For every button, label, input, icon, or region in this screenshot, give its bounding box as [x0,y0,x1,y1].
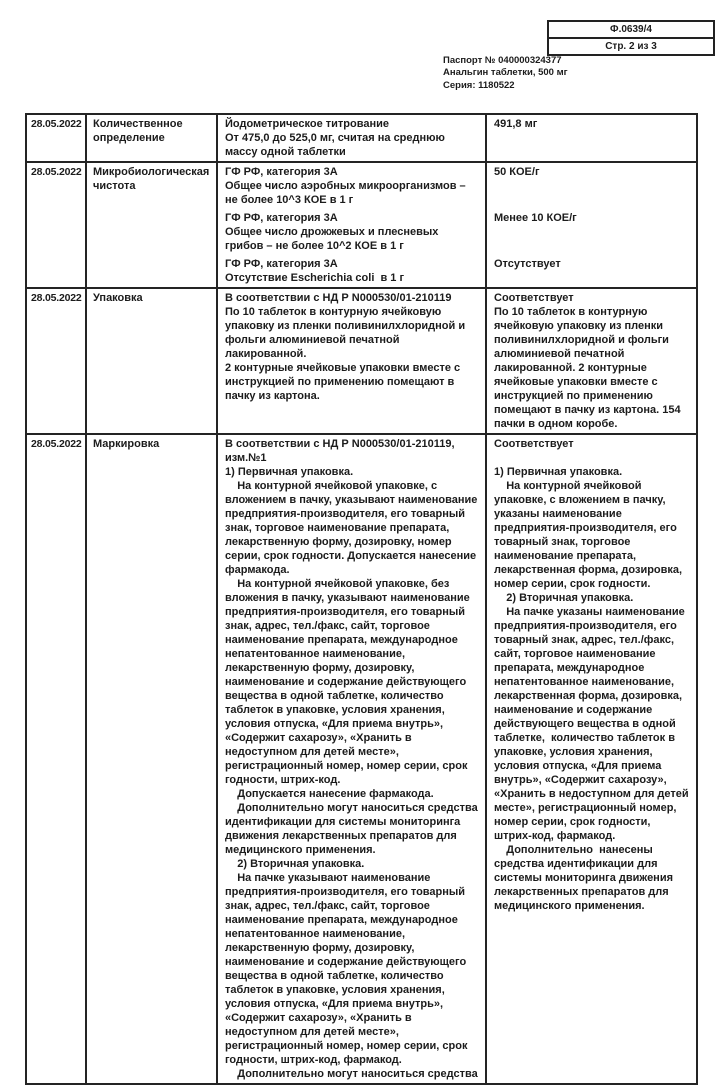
paragraph: 2 контурные ячейковые упаковки вместе с инструкцией по применению помещают в пачку из картона. [225,362,464,402]
cell-test-name: Количественное определение [87,115,218,161]
passport-number: Паспорт № 040000324377 [443,55,562,66]
paragraph: На пачке указаны наименование предприятия-производителя, его товарный знак, адрес, тел./факс, сайт, торговое наименование препарата, международное непатентованное наименование, лекарственная форма, дозировка, наименование и содержание действующего вещества в одной таблетке, количество таблеток в упаковке, условия хранения, условия отпуска, «Для приема внутрь», «Содержит сахарозу», «Хранить в недоступном для детей месте», регистрационный номер, номер серии, срок годности, штрих-код, фармакод. [494,606,692,842]
paragraph: На контурной ячейковой упаковке, с вложением в пачку, указывают наименование предприятия-производителя, его товарный знак, торговое наименование препарата, лекарственную форму, дозировку, номер серии, срок годности. Допускается нанесение фармакода. [225,480,481,576]
method-cell [218,115,485,161]
result-cell [485,163,696,209]
cell-test-name: Микробиологическая чистота [87,163,218,287]
paragraph: Соответствует [494,438,574,450]
result-cell [485,435,696,1083]
cell-date: 28.05.2022 [27,435,87,1083]
paragraph: 50 КОЕ/г [494,166,540,178]
paragraph: Дополнительно нанесены средства идентификации для системы мониторинга движения лекарственных препаратов для медицинского применения. [494,844,677,912]
spec-item [218,163,696,209]
paragraph: Дополнительно могут наноситься средства [225,1068,478,1080]
method-cell [218,255,485,287]
cell-date: 28.05.2022 [27,115,87,161]
form-code-box [547,20,715,56]
paragraph: ГФ РФ, категория 3А [225,212,338,224]
paragraph: Йодометрическое титрование [225,118,389,130]
cell-row-body [218,115,696,161]
paragraph: Отсутствует [494,258,561,270]
paragraph: От 475,0 до 525,0 мг, считая на среднюю массу одной таблетки [225,132,448,158]
spec-item [218,209,696,255]
paragraph: 2) Вторичная упаковка. [494,592,634,604]
paragraph: Дополнительно могут наноситься средства идентификации для системы мониторинга движения лекарственных препаратов для медицинского применения. [225,802,481,856]
result-cell [485,255,696,287]
cell-test-name: Маркировка [87,435,218,1083]
result-cell [485,115,696,161]
cell-test-name: Упаковка [87,289,218,433]
document-meta [443,55,568,92]
spec-item [218,115,696,161]
paragraph: По 10 таблеток в контурную ячейковую упаковку из пленки поливинилхлоридной и фольги алюминиевой печатной лакированной. 2 контурные ячейковые упаковки вместе с инструкцией по применению помещают в пачку из картона. 154 пачки в одном коробе. [494,306,684,430]
method-cell [218,209,485,255]
cell-date: 28.05.2022 [27,163,87,287]
paragraph: На контурной ячейковой упаковке, без вложения в пачку, указывают наименование предприятия-производителя, его товарный знак, адрес, тел./факс, сайт, торговое наименование препарата, международное непатентованное наименование, лекарственную форму, дозировку, наименование и содержание действующего вещества в одной таблетке, количество таблеток в упаковке, условия хранения, условия отпуска, «Для приема внутрь», «Содержит сахарозу», «Хранить в недоступном для детей месте», регистрационный номер, номер серии, срок годности, штрих-код. [225,578,473,786]
result-cell [485,209,696,255]
table-row [27,163,696,289]
paragraph: 1) Первичная упаковка. [494,466,623,478]
paragraph: 491,8 мг [494,118,538,130]
cell-row-body [218,435,696,1083]
cell-date: 28.05.2022 [27,289,87,433]
method-cell [218,163,485,209]
paragraph: Допускается нанесение фармакода. [225,788,434,800]
spec-item [218,255,696,287]
paragraph: В соответствии с НД Р N000530/01-210119 [225,292,452,304]
paragraph: 1) Первичная упаковка. [225,466,354,478]
paragraph: В соответствии с НД Р N000530/01-210119, изм.№1 [225,438,458,464]
cell-row-body [218,163,696,287]
paragraph: Общее число дрожжевых и плесневых грибов – не более 10^2 КОЕ в 1 г [225,226,442,252]
series-number: Серия: 1180522 [443,79,515,91]
spec-item [218,289,696,433]
table-row [27,115,696,163]
results-table [25,113,698,1085]
paragraph [494,451,689,465]
method-cell [218,435,485,1083]
table-row [27,435,696,1083]
paragraph: 2) Вторичная упаковка. [225,858,365,870]
paragraph: По 10 таблеток в контурную ячейковую упаковку из пленки поливинилхлоридной и фольги алюминиевой печатной лакированной. [225,306,469,360]
paragraph: Отсутствие Escherichia coli в 1 г [225,272,405,284]
paragraph: ГФ РФ, категория 3А [225,258,338,270]
paragraph: Менее 10 КОЕ/г [494,212,577,224]
table-row [27,289,696,435]
cell-row-body [218,289,696,433]
paragraph: На контурной ячейковой упаковке, с вложением в пачку, указаны наименование предприятия-производителя, его товарный знак, торговое наименование препарата, лекарственная форма, дозировка, номер серии, срок годности. [494,480,686,590]
form-code: Ф.0639/4 [549,22,713,39]
paragraph: Соответствует [494,292,574,304]
result-cell [485,289,696,433]
paragraph: На пачке указывают наименование предприятия-производителя, его товарный знак, адрес, тел./факс, сайт, торговое наименование препарата, международное непатентованное наименование, лекарственную форму, дозировку, наименование и содержание действующего вещества в одной таблетке, количество таблеток в упаковке, условия хранения, условия отпуска, «Для приема внутрь», «Содержит сахарозу», «Хранить в недоступном для детей месте», регистрационный номер, номер серии, срок годности, штрих-код, фармакод. [225,872,471,1066]
method-cell [218,289,485,433]
product-name: Анальгин таблетки, 500 мг [443,67,568,79]
paragraph: ГФ РФ, категория 3А [225,166,338,178]
paragraph: Общее число аэробных микроорганизмов – не более 10^3 КОЕ в 1 г [225,180,469,206]
page-indicator: Стр. 2 из 3 [605,41,657,52]
spec-item [218,435,696,1083]
